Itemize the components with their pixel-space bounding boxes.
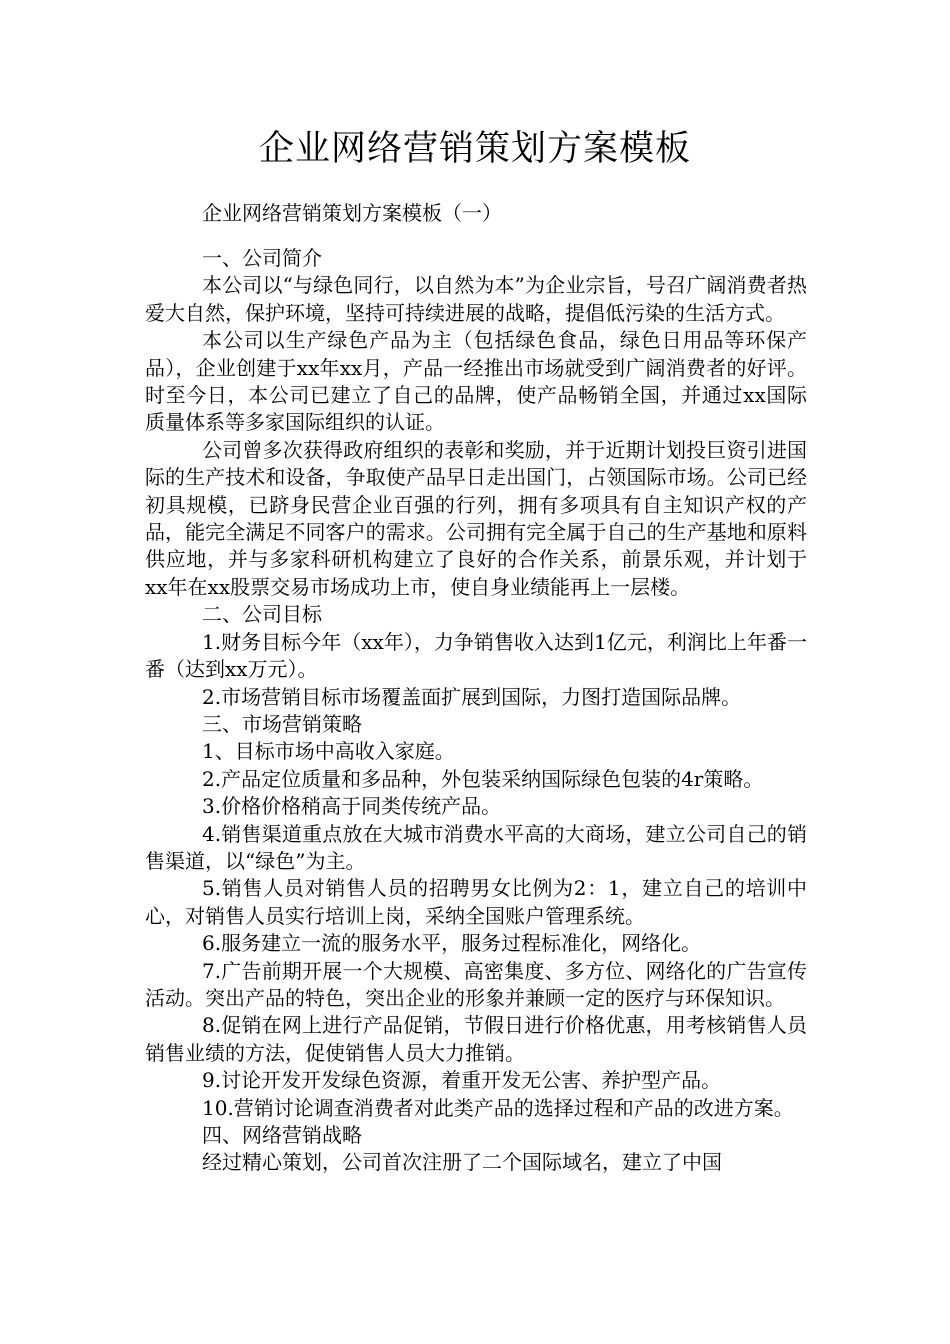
paragraph: 经过精心策划，公司首次注册了二个国际域名，建立了中国 xyxy=(202,1150,722,1175)
paragraph: 本公司以生产绿色产品为主（包括绿色食品，绿色日用品等环保产品），企业创建于xx年xx月，产品一经推出市场就受到广阔消费者的好评。时至今日，本公司已建立了自己的品牌，使产品畅销全国，并通过xx国际质量体系等多家国际组织的认证。 xyxy=(145,328,807,435)
section-heading: 四、网络营销战略 xyxy=(202,1123,362,1147)
paragraph: 5.销售人员对销售人员的招聘男女比例为2：1，建立自己的培训中心，对销售人员实行培训上岗，采纳全国账户管理系统。 xyxy=(145,876,807,928)
paragraph: 1、目标市场中高收入家庭。 xyxy=(202,739,455,764)
document-subtitle: 企业网络营销策划方案模板（一） xyxy=(202,201,502,225)
paragraph: 1.财务目标今年（xx年），力争销售收入达到1亿元，利润比上年番一番（达到xx万元）。 xyxy=(145,629,807,682)
document-body xyxy=(145,245,807,1177)
section-heading: 三、市场营销策略 xyxy=(202,711,362,736)
paragraph: 4.销售渠道重点放在大城市消费水平高的大商场，建立公司自己的销售渠道，以“绿色”为主。 xyxy=(145,821,807,873)
paragraph: 2.市场营销目标市场覆盖面扩展到国际，力图打造国际品牌。 xyxy=(202,684,742,709)
paragraph: 9.讨论开发开发绿色资源，着重开发无公害、养护型产品。 xyxy=(202,1068,722,1093)
document-title: 企业网络营销策划方案模板 xyxy=(258,129,691,169)
paragraph: 公司曾多次获得政府组织的表彰和奖励，并于近期计划投巨资引进国际的生产技术和设备，争取使产品早日走出国门，占领国际市场。公司已经初具规模，已跻身民营企业百强的行列，拥有多项具有自主知识产权的产品，能完全满足不同客户的需求。公司拥有完全属于自己的生产基地和原料供应地，并与多家科研机构建立了良好的合作关系，前景乐观，并计划于xx年在xx股票交易市场成功上市，使自身业绩能再上一层楼。 xyxy=(145,437,807,599)
paragraph: 6.服务建立一流的服务水平，服务过程标准化，网络化。 xyxy=(202,931,702,956)
section-heading: 一、公司简介 xyxy=(202,246,322,270)
paragraph: 8.促销在网上进行产品促销，节假日进行价格优惠，用考核销售人员销售业绩的方法，促使销售人员大力推销。 xyxy=(145,1013,807,1065)
paragraph: 7.广告前期开展一个大规模、高密集度、多方位、网络化的广告宣传活动。突出产品的特色，突出企业的形象并兼顾一定的医疗与环保知识。 xyxy=(145,958,807,1010)
paragraph: 10.营销讨论调查消费者对此类产品的选择过程和产品的改进方案。 xyxy=(202,1095,794,1120)
paragraph: 本公司以“与绿色同行，以自然为本”为企业宗旨，号召广阔消费者热爱大自然，保护环境，坚持可持续进展的战略，提倡低污染的生活方式。 xyxy=(145,273,807,325)
section-heading: 二、公司目标 xyxy=(202,602,322,627)
paragraph: 3.价格价格稍高于同类传统产品。 xyxy=(202,794,502,819)
paragraph: 2.产品定位质量和多品种，外包装采纳国际绿色包装的4r策略。 xyxy=(202,766,764,791)
